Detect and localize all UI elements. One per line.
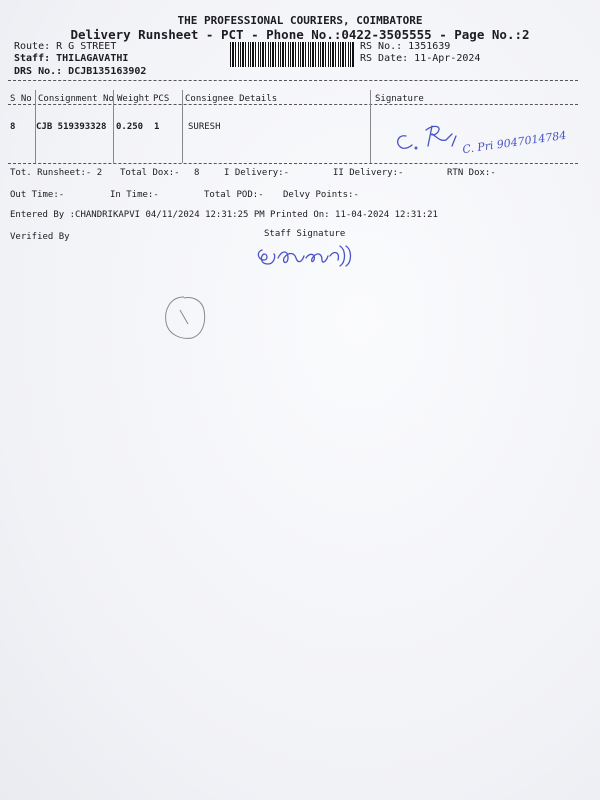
col-header-pcs: PCS bbox=[153, 94, 170, 104]
divider-table-bottom bbox=[8, 163, 578, 164]
entered-by: Entered By :CHANDRIKAPVI 04/11/2024 12:31:25 PM bbox=[10, 210, 265, 220]
route-label: Route: R G STREET bbox=[14, 41, 117, 52]
staff-label: Staff: THILAGAVATHI bbox=[14, 53, 129, 64]
column-rule bbox=[370, 90, 371, 163]
delvy-points: Delvy Points:- bbox=[283, 190, 359, 200]
printed-on: Printed On: 11-04-2024 12:31:21 bbox=[270, 210, 438, 220]
col-header-signature: Signature bbox=[375, 94, 424, 104]
drs-number: DRS No.: DCJB135163902 bbox=[14, 66, 147, 77]
rtn-dox: RTN Dox:- bbox=[447, 168, 496, 178]
in-time: In Time:- bbox=[110, 190, 159, 200]
total-dox-label: Total Dox:- bbox=[120, 168, 180, 178]
verified-by: Verified By bbox=[10, 232, 70, 242]
company-title: THE PROFESSIONAL COURIERS, COIMBATORE bbox=[177, 14, 423, 27]
divider-header bbox=[8, 104, 578, 105]
row-pcs: 1 bbox=[154, 122, 160, 132]
i-delivery: I Delivery:- bbox=[224, 168, 290, 178]
col-header-weight: Weight bbox=[117, 94, 150, 104]
column-rule bbox=[182, 90, 183, 163]
total-pod: Total POD:- bbox=[204, 190, 264, 200]
ii-delivery: II Delivery:- bbox=[333, 168, 404, 178]
barcode-image bbox=[230, 42, 354, 67]
col-header-consignee: Consignee Details bbox=[185, 94, 278, 104]
out-time: Out Time:- bbox=[10, 190, 65, 200]
staff-signature-label: Staff Signature bbox=[264, 229, 346, 239]
total-dox-value: 8 bbox=[194, 168, 200, 178]
row-weight: 0.250 bbox=[116, 122, 144, 132]
row-consignment-no: CJB 519393328 bbox=[36, 122, 107, 132]
row-consignee: SURESH bbox=[188, 122, 221, 132]
rs-number: RS No.: 1351639 bbox=[360, 41, 451, 52]
column-rule bbox=[113, 90, 114, 163]
receiver-phone: C. Pri 9047014784 bbox=[461, 128, 568, 157]
staff-signature bbox=[254, 240, 364, 270]
row-sno: 8 bbox=[10, 122, 16, 132]
divider-top bbox=[8, 80, 578, 81]
runsheet-subtitle: Delivery Runsheet - PCT - Phone No.:0422-3505555 - Page No.:2 bbox=[70, 27, 530, 42]
col-header-consignment: Consignment No bbox=[38, 94, 114, 104]
tot-runsheet: Tot. Runsheet:- 2 bbox=[10, 168, 103, 178]
rs-date: RS Date: 11-Apr-2024 bbox=[360, 53, 481, 64]
col-header-sno: S No bbox=[10, 94, 32, 104]
pencil-circle-mark bbox=[162, 294, 208, 342]
